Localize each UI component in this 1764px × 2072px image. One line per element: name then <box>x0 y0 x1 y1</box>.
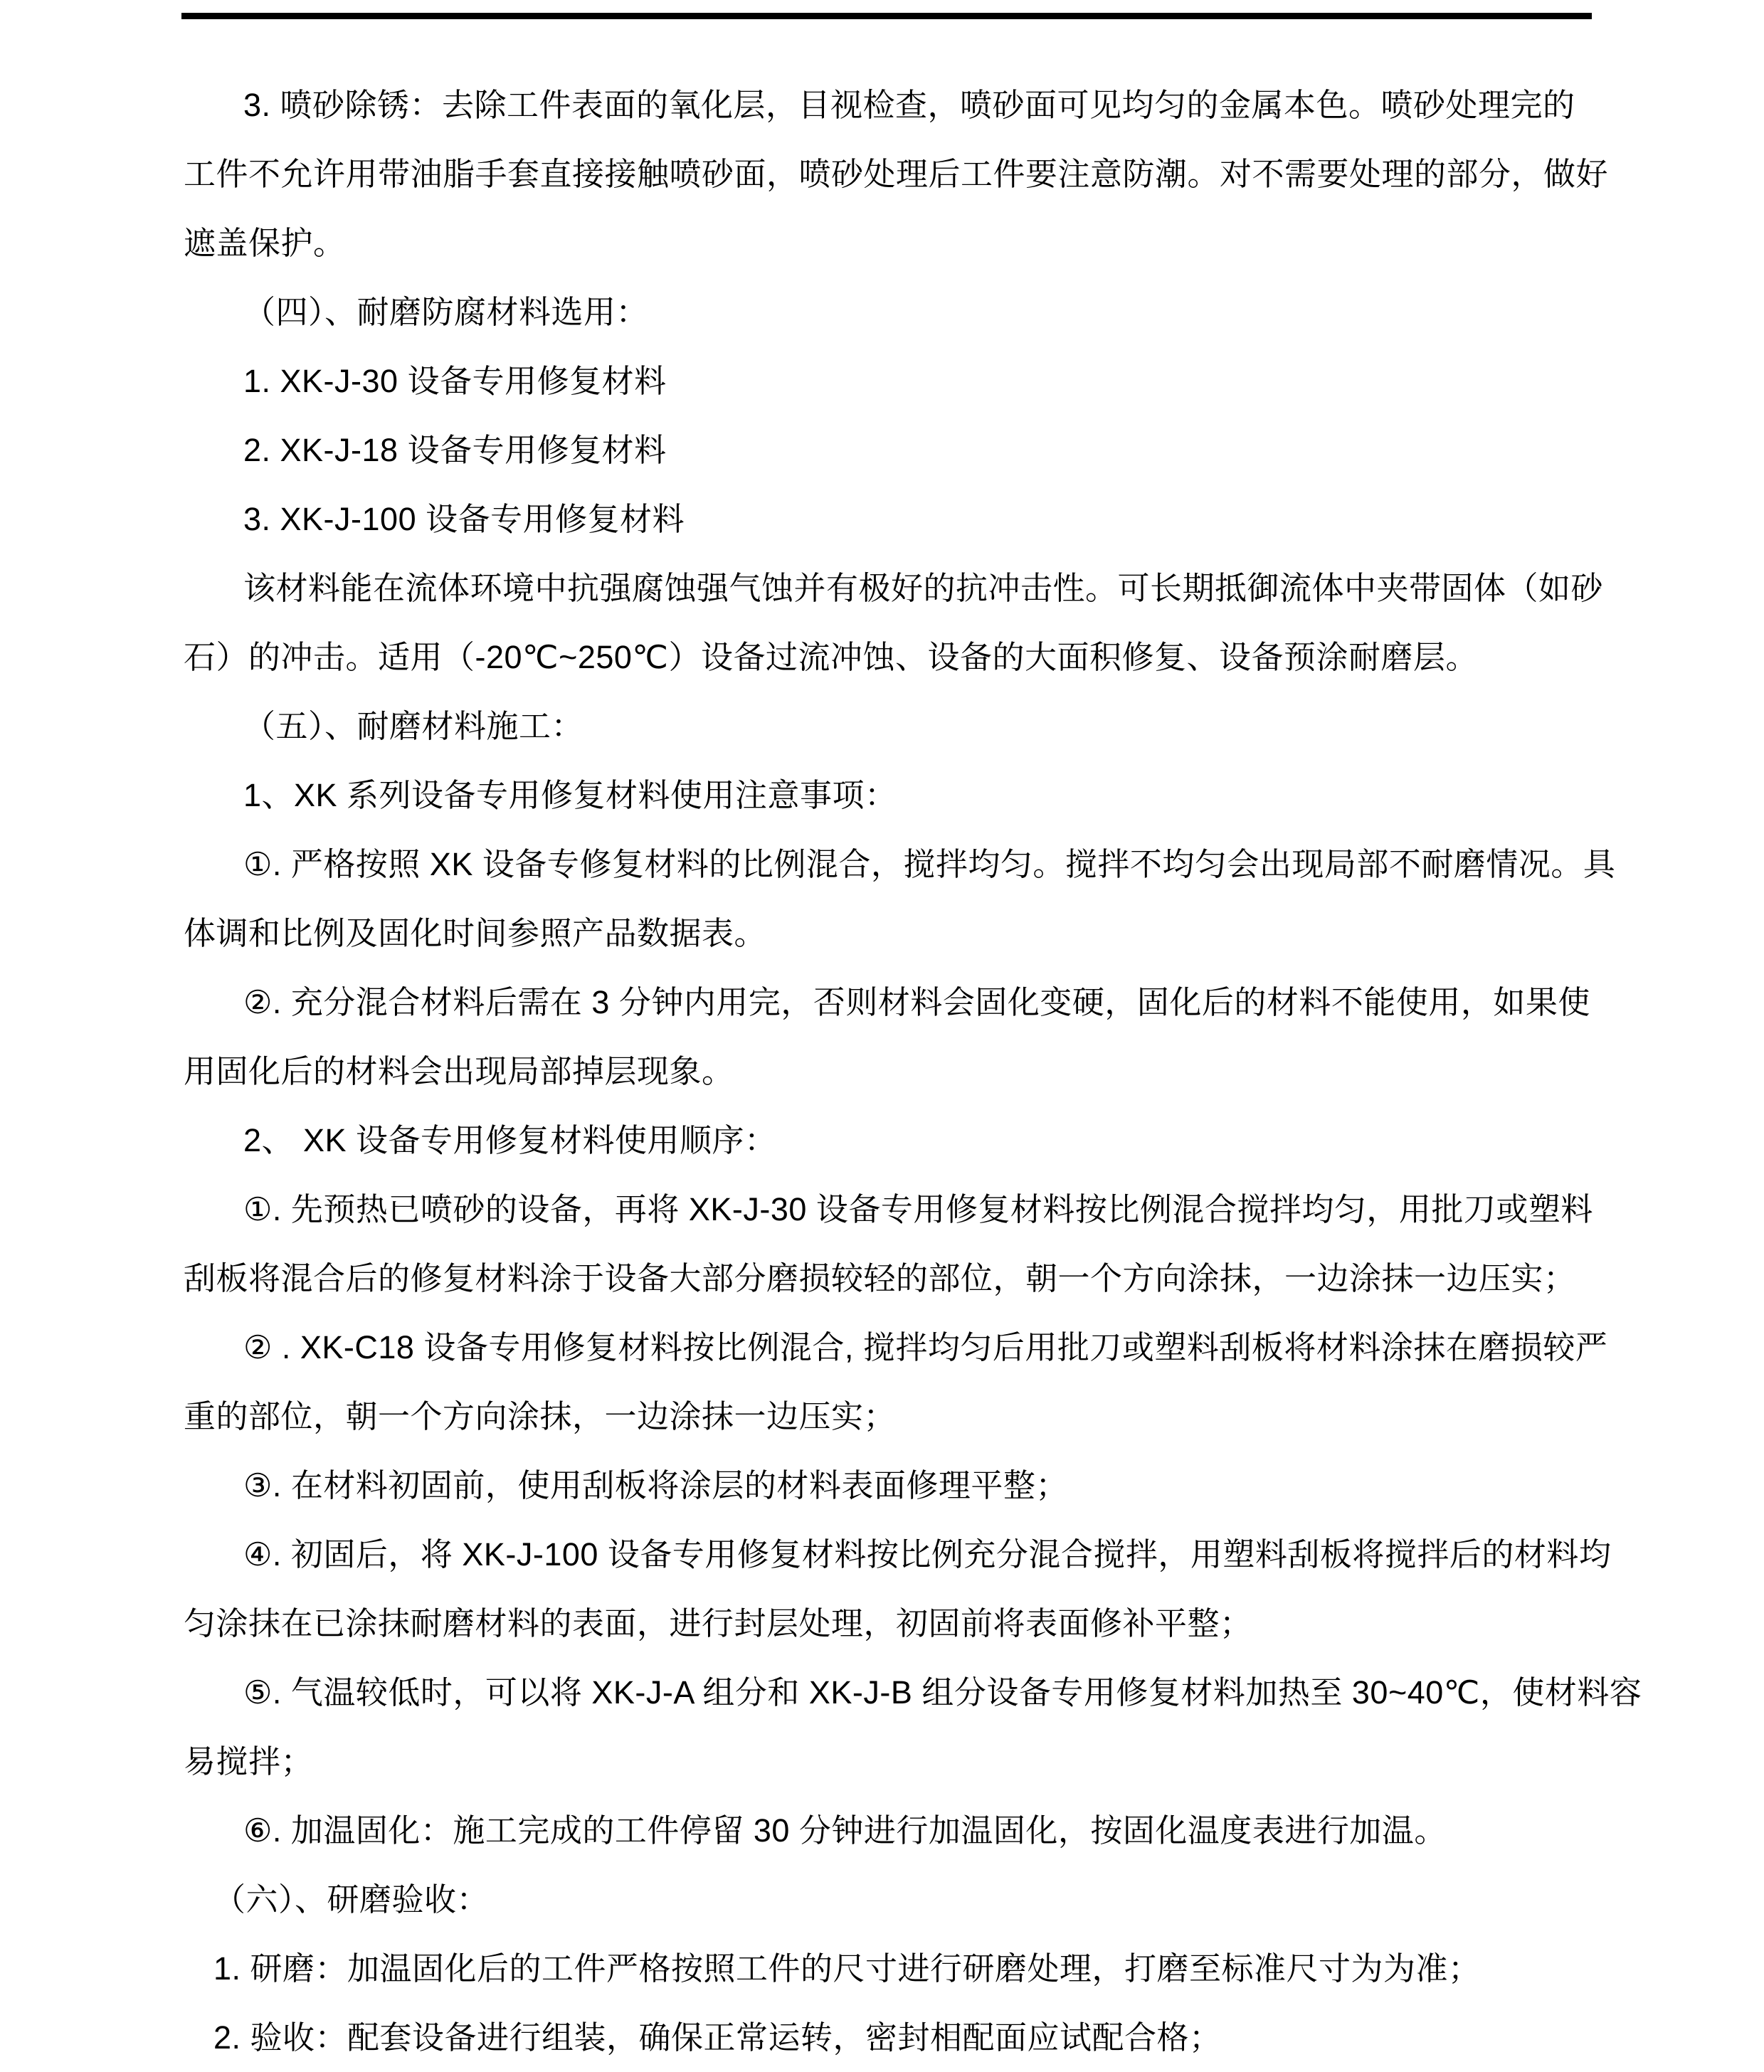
list-item: 1、XK 系列设备专用修复材料使用注意事项： <box>243 777 897 813</box>
list-item: ⑥. 加温固化：施工完成的工件停留 30 分钟进行加温固化，按固化温度表进行加温。 <box>243 1812 1447 1849</box>
list-item: ② . XK-C18 设备专用修复材料按比例混合, 搅拌均匀后用批刀或塑料刮板将材料涂抹在磨损较严 <box>243 1329 1608 1365</box>
list-item: 2. 验收：配套设备进行组装，确保正常运转，密封相配面应试配合格； <box>213 2019 1222 2056</box>
list-item: 1. 研磨：加温固化后的工件严格按照工件的尺寸进行研磨处理，打磨至标准尺寸为为准； <box>213 1950 1481 1987</box>
list-item: ③. 在材料初固前，使用刮板将涂层的材料表面修理平整； <box>243 1467 1068 1503</box>
paragraph-line: 3. 喷砂除锈：去除工件表面的氧化层，目视检查，喷砂面可见均匀的金属本色。喷砂处理完的 <box>243 87 1575 123</box>
paragraph-line: 用固化后的材料会出现局部掉层现象。 <box>184 1053 734 1089</box>
list-item: ②. 充分混合材料后需在 3 分钟内用完，否则材料会固化变硬，固化后的材料不能使用，如果使 <box>243 984 1590 1020</box>
paragraph-line: 石）的冲击。适用（-20℃~250℃）设备过流冲蚀、设备的大面积修复、设备预涂耐磨层。 <box>184 639 1478 675</box>
paragraph-line: 匀涂抹在已涂抹耐磨材料的表面，进行封层处理，初固前将表面修补平整； <box>184 1605 1252 1642</box>
document-body <box>184 70 1642 2072</box>
section-heading: （五）、耐磨材料施工： <box>243 708 584 744</box>
paragraph-line: 刮板将混合后的修复材料涂于设备大部分磨损较轻的部位，朝一个方向涂抹，一边涂抹一边压实； <box>184 1260 1576 1296</box>
list-item: 3. XK-J-100 设备专用修复材料 <box>243 501 685 537</box>
paragraph-line: 体调和比例及固化时间参照产品数据表。 <box>184 915 767 951</box>
paragraph-line: 遮盖保护。 <box>184 225 346 261</box>
header-rule-line <box>181 13 1592 19</box>
paragraph-line: 重的部位，朝一个方向涂抹，一边涂抹一边压实； <box>184 1398 897 1434</box>
list-item: ④. 初固后，将 XK-J-100 设备专用修复材料按比例充分混合搅拌，用塑料刮板将搅拌后的材料均 <box>243 1536 1612 1572</box>
list-item: ⑤. 气温较低时，可以将 XK-J-A 组分和 XK-J-B 组分设备专用修复材料加热至 30~40℃，使材料容 <box>243 1674 1642 1711</box>
paragraph-line: 易搅拌； <box>184 1743 314 1780</box>
list-item: ①. 先预热已喷砂的设备，再将 XK-J-30 设备专用修复材料按比例混合搅拌均匀，用批刀或塑料 <box>243 1191 1593 1227</box>
list-item: 1. XK-J-30 设备专用修复材料 <box>243 363 667 399</box>
paragraph-line: 该材料能在流体环境中抗强腐蚀强气蚀并有极好的抗冲击性。可长期抵御流体中夹带固体（如砂 <box>243 570 1604 606</box>
paragraph-line: 工件不允许用带油脂手套直接接触喷砂面，喷砂处理后工件要注意防潮。对不需要处理的部分，做好 <box>184 156 1609 192</box>
section-heading: （六）、研磨验收： <box>213 1881 490 1918</box>
list-item: ①. 严格按照 XK 设备专修复材料的比例混合，搅拌均匀。搅拌不均匀会出现局部不耐磨情况。具 <box>243 846 1616 882</box>
list-item: 2、 XK 设备专用修复材料使用顺序： <box>243 1122 777 1158</box>
section-heading: （四）、耐磨防腐材料选用： <box>243 294 649 330</box>
list-item: 2. XK-J-18 设备专用修复材料 <box>243 432 667 468</box>
